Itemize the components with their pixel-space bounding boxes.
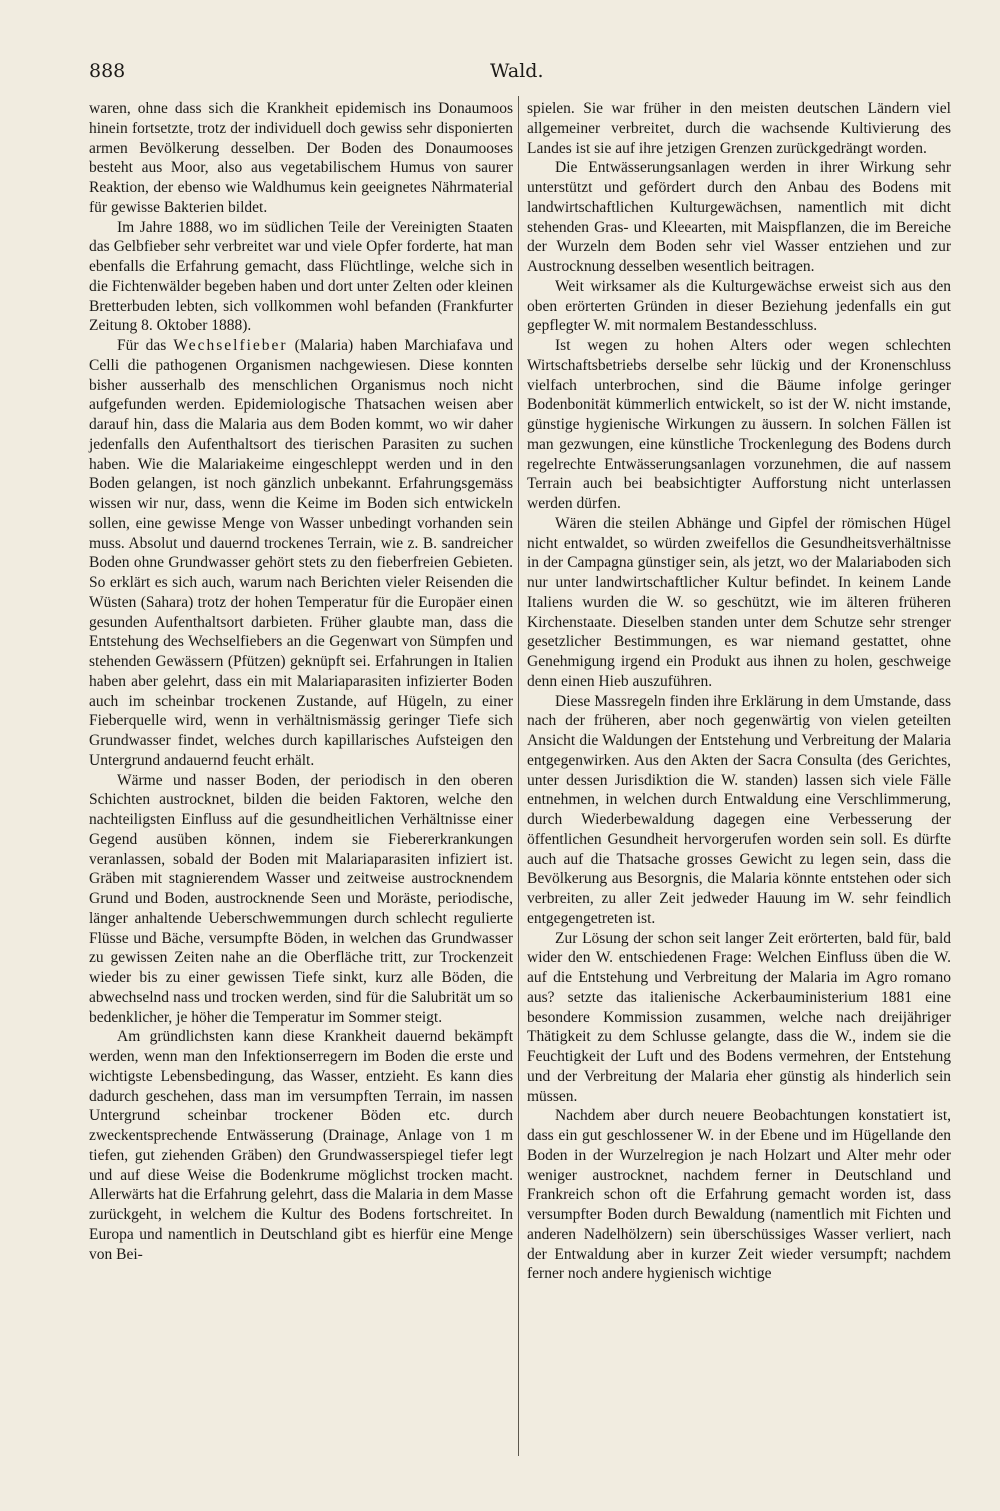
paragraph-body: (Malaria) haben Marchiafava und Celli die pathogenen Organismen nachgewiesen. Diese konnten bisher ausserhalb des menschlichen Organismus noch nicht aufgefunden werden. Epidemiologische Thatsachen weisen aber darauf hin, dass die Malaria aus dem Boden kommt, wo wir daher jedenfalls den Aufenthaltsort des tierischen Parasiten zu suchen haben. Wie die Malariakeime eingeschleppt werden und in den Boden gelangen, ist noch gänzlich unbekannt. Erfahrungsgemäss wissen wir nur, dass, wenn die Keime im Boden sich entwickeln sollen, eine gewisse Menge von Wasser unbedingt vorhanden sein muss. Absolut und dauernd trockenes Terrain, wie z. B. sandreicher Boden ohne Grundwasser gehört stets zu den fieberfreien Gebieten. So erklärt es sich auch, warum nach Berichten vieler Reisenden die Wüsten (Sahara) trotz der hohen Temperatur für die Europäer einen gesunden Aufenthaltsort darbieten. Früher glaubte man, dass die Entstehung des Wechselfiebers an die Gegenwart von Sümpfen und stehenden Gewässern (Pfützen) geknüpft sei. Erfahrungen in Italien haben aber gelehrt, dass ein mit Malariaparasiten infizierter Boden auch im scheinbar trockenen Zustande, auf Hügeln, zu einer Fieberquelle wird, wenn in verhältnismässig geringer Tiefe sich Grundwasser findet, welches durch kapillarisches Aufsteigen den Untergrund andauernd feucht erhält. [89, 337, 513, 769]
paragraph: spielen. Sie war früher in den meisten deutschen Ländern viel allgemeiner verbreitet, durch die wachsende Kultivierung des Landes ist sie auf ihre jetzigen Grenzen zurückgedrängt worden. [527, 100, 951, 157]
paragraph: waren, ohne dass sich die Krankheit epidemisch ins Donaumoos hinein fortsetzte, trotz der individuell doch gewiss sehr disponierten armen Bevölkerung desselben. Der Boden des Donaumooses besteht aus Moor, also aus vegetabilischem Humus von saurer Reaktion, der ebenso wie Waldhumus kein geeignetes Nährmaterial für gewisse Bakterien bildet. [89, 100, 513, 216]
spaced-term: Wechselfieber [173, 337, 288, 354]
paragraph-lead: Für das [117, 337, 174, 354]
paragraph: Im Jahre 1888, wo im südlichen Teile der Vereinigten Staaten das Gelbfieber sehr verbreitet war und viele Opfer forderte, hat man ebenfalls die Erfahrung gemacht, dass Flüchtlinge, welche sich in die Fichtenwälder begeben haben und dort unter Zelten oder kleinen Bretterbuden lebten, sich vollkommen wohl befanden (Frankfurter Zeitung 8. Oktober 1888). [89, 218, 513, 335]
paragraph [89, 336, 513, 771]
page-number: 888 [89, 60, 126, 82]
running-title: Wald. [490, 60, 544, 82]
paragraph: Ist wegen zu hohen Alters oder wegen schlechten Wirtschaftsbetriebs derselbe sehr lückig und der Kronenschluss vielfach unterbrochen, sind die Bäume infolge geringer Bodenbonität kümmerlich entwickelt, so ist der W. nicht imstande, günstige hygienische Wirkungen zu äussern. In solchen Fällen ist man gezwungen, eine künstliche Trockenlegung des Bodens durch regelrechte Entwässerungsanlagen vorzunehmen, die auf nassem Terrain auch bei beabsichtigter Aufforstung nicht unterlassen werden dürfen. [527, 337, 951, 512]
paragraph: Weit wirksamer als die Kulturgewächse erweist sich aus den oben erörterten Gründen in dieser Beziehung jedenfalls ein gut gepflegter W. mit normalem Bestandesschluss. [527, 277, 951, 335]
paragraph: Die Entwässerungsanlagen werden in ihrer Wirkung sehr unterstützt und gefördert durch den Anbau des Bodens mit landwirtschaftlichen Kulturgewächsen, namentlich mit dicht stehenden Gras- und Kleearten, mit Maispflanzen, die im Bereiche der Wurzeln dem Boden sehr viel Wasser entziehen und zur Austrocknung desselben wesentlich beitragen. [527, 159, 951, 275]
paragraph: Am gründlichsten kann diese Krankheit dauernd bekämpft werden, wenn man den Infektionserregern im Boden die erste und wichtigste Lebensbedingung, das Wasser, entzieht. Es kann dies dadurch geschehen, dass man im versumpften Terrain, im nassen Untergrund scheinbar trockener Böden etc. durch zweckentsprechende Entwässerung (Drainage, Anlage von 1 m tiefen, gut ziehenden Gräben) den Grundwasserspiegel tiefer legt und auf diese Weise die Bodenkrume möglichst trocken macht. Allerwärts hat die Erfahrung gelehrt, dass die Malaria in dem Masse zurückgeht, in welchem die Kultur des Bodens fortschreitet. In Europa und namentlich in Deutschland gibt es hierfür eine Menge von Bei- [89, 1028, 513, 1263]
column-divider [518, 96, 519, 1456]
paragraph: Zur Lösung der schon seit langer Zeit erörterten, bald für, bald wider den W. entschiedenen Frage: Welchen Einfluss üben die W. auf die Entstehung und Verbreitung der Malaria im Agro romano aus? setzte das italienische Ackerbauministerium 1881 eine besondere Kommission zusammen, welche nach dreijähriger Thätigkeit zu dem Schlusse gelangte, dass die W., indem sie die Feuchtigkeit der Luft und des Bodens vermehren, der Entstehung und der Verbreitung der Malaria eher günstig als hinderlich sein müssen. [527, 929, 951, 1105]
paragraph: Wären die steilen Abhänge und Gipfel der römischen Hügel nicht entwaldet, so würden zweifellos die Gesundheitsverhältnisse in der Campagna günstiger sein, als jetzt, wo der Malariaboden sich nur unter landwirtschaftlicher Kultur befindet. In keinem Lande Italiens wurden die W. so geschützt, wie im älteren früheren Kirchenstaate. Dieselben standen unter dem Schutze sehr strenger gesetzlicher Bestimmungen, es war niemand gestattet, ohne Genehmigung irgend ein Produkt aus ihnen zu holen, geschweige denn einen Hieb auszuführen. [527, 514, 951, 690]
paragraph: Diese Massregeln finden ihre Erklärung in dem Umstande, dass nach der früheren, aber noch gegenwärtig von vielen geteilten Ansicht die Waldungen der Entstehung und Verbreitung der Malaria entgegenwirken. Aus den Akten der Sacra Consulta (des Gerichtes, unter dessen Jurisdiktion die W. standen) lassen sich viele Fälle entnehmen, in welchen durch Entwaldung eine Verschlimmerung, durch Wiederbewaldung dagegen eine Verbesserung der öffentlichen Gesundheit hervorgerufen worden sein soll. Es dürfte auch auf die Thatsache grosses Gewicht zu legen sein, dass die Bevölkerung aus Besorgnis, die Malaria könnte entstehen oder sich verbreiten, zu aller Zeit jedweder Hauung im W. sehr feindlich entgegengetreten ist. [527, 692, 951, 927]
right-column [527, 99, 951, 1284]
paragraph: Wärme und nasser Boden, der periodisch in den oberen Schichten austrocknet, bilden die beiden Faktoren, welche den nachteiligsten Einfluss auf die gesundheitlichen Verhältnisse einer Gegend ausüben können, indem sie Fiebererkrankungen veranlassen, sobald der Boden mit Malariaparasiten infiziert ist. Gräben mit stagnierendem Wasser und zeitweise austrocknendem Grund und Boden, austrocknende Seen und Moräste, periodische, länger anhaltende Ueberschwemmungen durch schlecht regulierte Flüsse und Bäche, versumpfte Böden, in welchen das Grundwasser zu gewissen Zeiten nahe an die Oberfläche tritt, zur Trockenzeit wieder bis zu einer gewissen Tiefe sinkt, kurz alle Böden, die abwechselnd nass und trocken werden, sind für die Salubrität um so bedenklicher, je höher die Temperatur im Sommer steigt. [89, 771, 513, 1026]
paragraph: Nachdem aber durch neuere Beobachtungen konstatiert ist, dass ein gut geschlossener W. in der Ebene und im Hügellande den Boden in der Wurzelregion je nach Holzart und Alter mehr oder weniger austrocknet, nachdem ferner in Deutschland und Frankreich schon oft die Erfahrung gemacht worden ist, dass versumpfter Boden durch Bewaldung (namentlich mit Fichten und anderen Nadelhölzern) sein überschüssiges Wasser verliert, nach der Entwaldung aber in kurzer Zeit wieder versumpft; nachdem ferner noch andere hygienisch wichtige [527, 1107, 951, 1283]
left-column [89, 99, 513, 1264]
